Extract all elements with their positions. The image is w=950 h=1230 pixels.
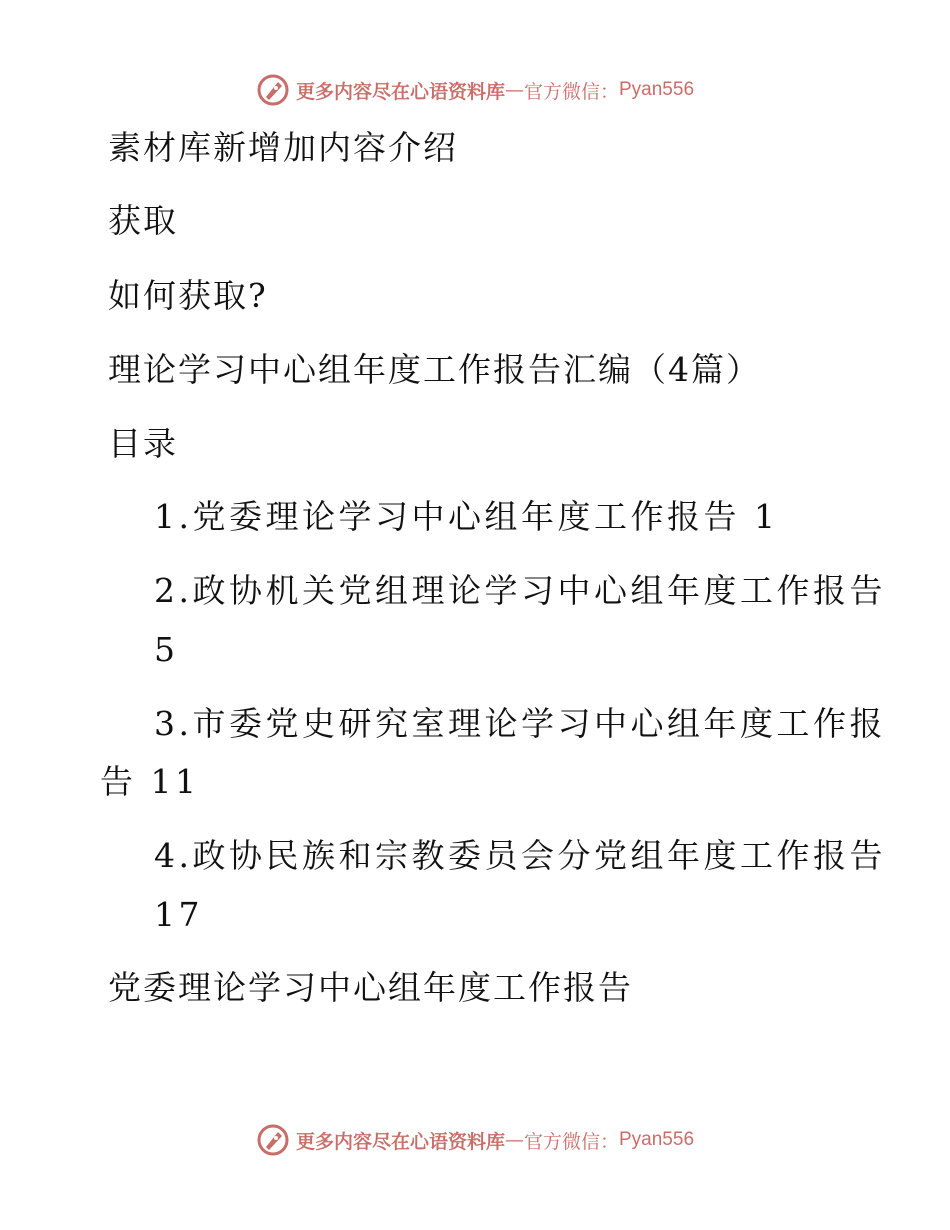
heading-intro: 素材库新增加内容介绍 (108, 128, 458, 167)
get-label: 获取 (108, 201, 178, 240)
watermark-wechat-id: Pyan556 (619, 79, 695, 100)
header-watermark (0, 70, 950, 110)
collection-title: 理论学习中心组年度工作报告汇编（4篇） (108, 350, 761, 389)
watermark-brand: 更多内容尽在心语资料库 (295, 80, 505, 103)
watermark-separator: — (504, 79, 524, 101)
watermark-separator: — (504, 1129, 524, 1151)
watermark-suffix: 官方微信： (523, 1130, 619, 1153)
toc-item-4-page: 17 (154, 895, 203, 934)
toc-item-3: 3.市委党史研究室理论学习中心组年度工作报 (154, 704, 886, 743)
section-title: 党委理论学习中心组年度工作报告 (108, 968, 633, 1007)
footer-watermark (0, 1120, 950, 1160)
toc-item-3-page: 告 11 (100, 762, 200, 801)
toc-title: 目录 (108, 424, 178, 463)
toc-item-2: 2.政协机关党组理论学习中心组年度工作报告 (154, 571, 886, 610)
pen-nib-logo-icon (256, 1123, 290, 1157)
watermark-suffix: 官方微信： (523, 80, 619, 103)
toc-item-4: 4.政协民族和宗教委员会分党组年度工作报告 (154, 836, 886, 875)
toc-item-1: 1.党委理论学习中心组年度工作报告 1 (154, 497, 779, 536)
how-to-get: 如何获取? (108, 276, 268, 315)
watermark-wechat-id: Pyan556 (619, 1129, 695, 1150)
watermark-brand: 更多内容尽在心语资料库 (295, 1130, 505, 1153)
pen-nib-logo-icon (256, 73, 290, 107)
toc-item-2-page: 5 (154, 630, 179, 669)
